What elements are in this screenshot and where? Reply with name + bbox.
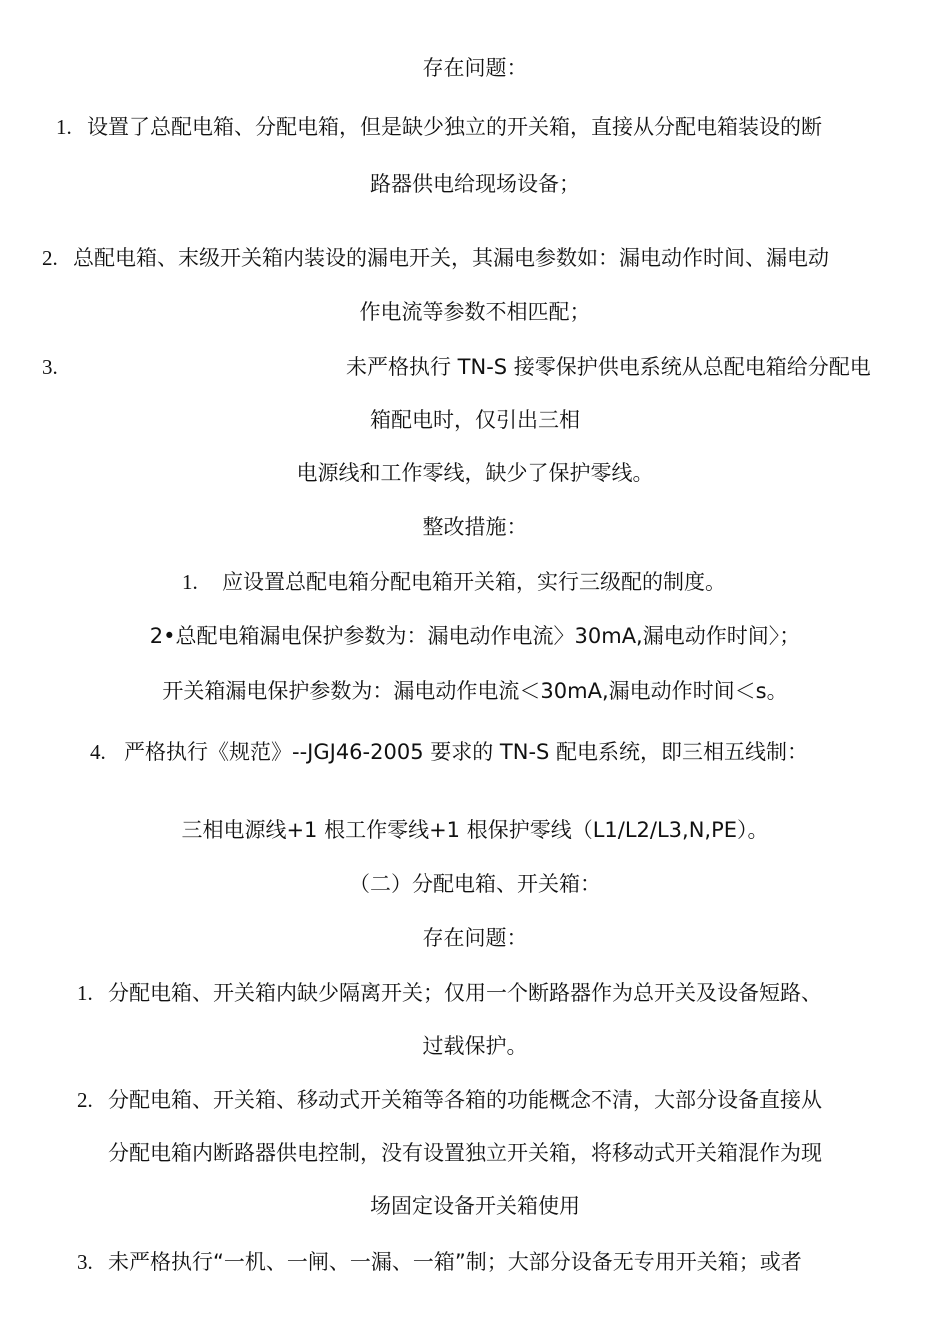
fix-2-line1: 2•总配电箱漏电保护参数为：漏电动作电流〉30mA,漏电动作时间〉； <box>149 624 801 648</box>
problem-1-number: 1. <box>56 115 72 139</box>
problem-2-line2: 作电流等参数不相匹配； <box>359 300 591 324</box>
section-b-problem-2-line1: 分配电箱、开关箱、移动式开关箱等各箱的功能概念不清，大部分设备直接从 <box>108 1088 822 1112</box>
problem-3-number: 3. <box>42 355 58 379</box>
section-b-title: （二）分配电箱、开关箱： <box>349 872 601 896</box>
fix-4-number: 4. <box>90 740 106 764</box>
fix-1-text: 应设置总配电箱分配电箱开关箱，实行三级配的制度。 <box>222 570 726 594</box>
section-b-problem-3-number: 3. <box>77 1250 93 1274</box>
fix-2-line2: 开关箱漏电保护参数为：漏电动作电流＜30mA,漏电动作时间＜s。 <box>162 679 788 703</box>
problem-2-number: 2. <box>42 246 58 270</box>
fix-4-line1: 严格执行《规范》--JGJ46-2005 要求的 TN-S 配电系统，即三相五线制： <box>124 740 809 764</box>
fix-1-number: 1. <box>182 570 198 594</box>
section-b-problem-3-line1: 未严格执行“一机、一闸、一漏、一箱”制；大部分设备无专用开关箱；或者 <box>108 1250 802 1274</box>
fix-4-line2: 三相电源线+1 根工作零线+1 根保护零线（L1/L2/L3,N,PE）。 <box>181 818 769 842</box>
section-b-problem-2-number: 2. <box>77 1088 93 1112</box>
problem-2-line1: 总配电箱、末级开关箱内装设的漏电开关，其漏电参数如：漏电动作时间、漏电动 <box>73 246 829 270</box>
problems-heading: 存在问题： <box>422 56 528 80</box>
problem-1-line1: 设置了总配电箱、分配电箱，但是缺少独立的开关箱，直接从分配电箱装设的断 <box>87 115 822 139</box>
section-b-problem-2-line2: 分配电箱内断路器供电控制，没有设置独立开关箱，将移动式开关箱混作为现 <box>108 1141 822 1165</box>
section-b-problem-1-line1: 分配电箱、开关箱内缺少隔离开关；仅用一个断路器作为总开关及设备短路、 <box>108 981 822 1005</box>
problem-3-line1: 未严格执行 TN-S 接零保护供电系统从总配电箱给分配电 <box>346 355 871 379</box>
section-b-problem-2-line3: 场固定设备开关箱使用 <box>370 1194 580 1218</box>
section-b-problem-1-number: 1. <box>77 981 93 1005</box>
problem-1-line2: 路器供电给现场设备； <box>370 172 580 196</box>
section-b-problems-heading: 存在问题： <box>422 926 528 950</box>
fixes-heading: 整改措施： <box>422 515 528 539</box>
section-b-problem-1-line2: 过载保护。 <box>422 1034 528 1058</box>
problem-3-line3: 电源线和工作零线，缺少了保护零线。 <box>296 461 654 485</box>
problem-3-line2: 箱配电时，仅引出三相 <box>370 408 580 432</box>
